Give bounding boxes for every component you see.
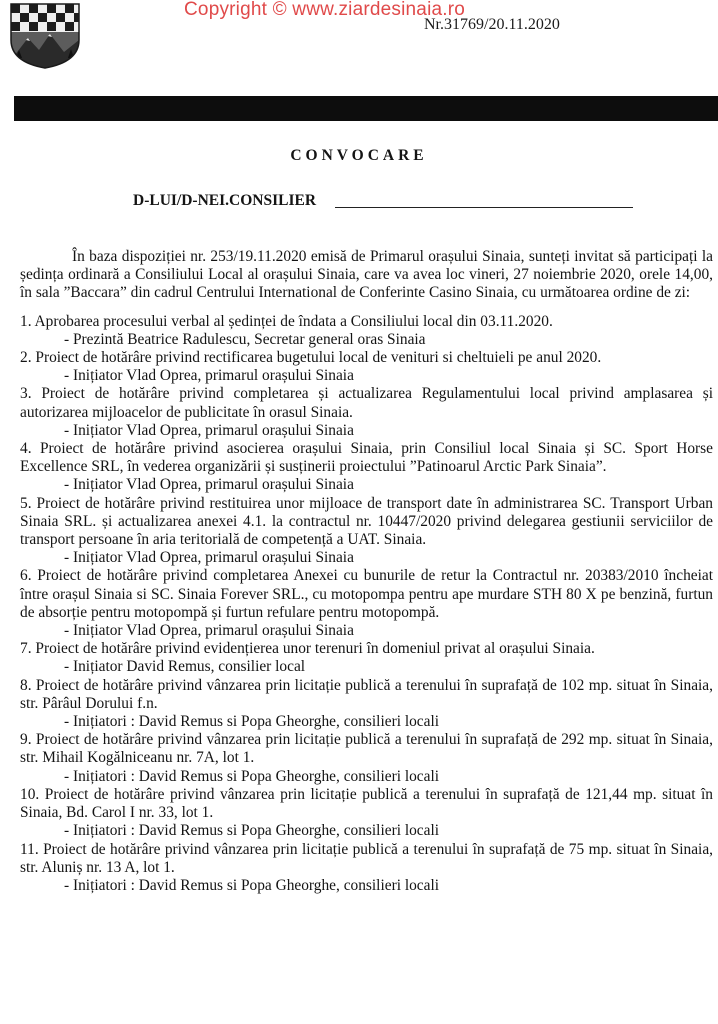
coat-of-arms-logo xyxy=(8,0,82,70)
recipient-name-line xyxy=(335,207,633,208)
agenda-item-2-initiator: - Inițiator Vlad Oprea, primarul orașului Sinaia xyxy=(64,367,354,385)
agenda-item-9-initiator: - Inițiatori : David Remus si Popa Gheorghe, consilieri locali xyxy=(64,767,440,785)
agenda-item-4: 4. Proiect de hotărâre privind asocierea orașului Sinaia, prin Consiliul local Sinaia și SC. Sport Horse Excellence SRL, în vederea organizării și susținerii proiectului ”Patinoarul Arctic Park Sinaia”. xyxy=(20,440,713,476)
agenda-item-6: 6. Proiect de hotărâre privind completarea Anexei cu bunurile de retur la Contractul nr. 20383/2010 încheiat între orașul Sinaia si SC. Sinaia Forever SRL., cu motopompa pentru ape murdare STH 80 X pe benzină, furtun de absorție pentru motopompă și furtun refulare pentru motopompă. xyxy=(20,567,713,621)
intro-paragraph: În baza dispoziției nr. 253/19.11.2020 emisă de Primarul orașului Sinaia, sunteți invitat să participați la ședința ordinară a Consiliului Local al orașului Sinaia, care va avea loc vineri, 27 noiembrie 2020, orele 14,00, în sala ”Baccara” din cadrul Centrului International de Conferinte Casino Sinaia, cu următoarea ordine de zi: xyxy=(20,248,713,302)
agenda-item-3-initiator: - Inițiator Vlad Oprea, primarul orașului Sinaia xyxy=(64,421,354,439)
agenda-item-1: 1. Aprobarea procesului verbal al ședinței de îndata a Consiliului local din 03.11.2020. xyxy=(20,312,553,330)
agenda-item-7-initiator: - Inițiator David Remus, consilier local xyxy=(64,658,306,676)
agenda-item-11: 11. Proiect de hotărâre privind vânzarea prin licitație publică a terenului în suprafață de 75 mp. situat în Sinaia, str. Aluniș nr. 13 A, lot 1. xyxy=(20,840,713,876)
agenda-item-5: 5. Proiect de hotărâre privind restituirea unor mijloace de transport date în administrarea SC. Transport Urban Sinaia SRL. și actualizarea anexei 4.1. la contractul nr. 10447/2020 privind delegarea gestiunii serviciilor de transport persoane în aria teritorială de competență a UAT. Sinaia. xyxy=(20,494,713,549)
agenda-item-5-initiator: - Inițiator Vlad Oprea, primarul orașului Sinaia xyxy=(64,549,354,567)
copyright-watermark: Copyright © www.ziardesinaia.ro xyxy=(184,0,466,20)
recipient-label: D-LUI/D-NEI.CONSILIER xyxy=(133,192,317,209)
agenda-item-4-initiator: - Inițiator Vlad Oprea, primarul orașului Sinaia xyxy=(64,476,354,494)
agenda-item-2: 2. Proiect de hotărâre privind rectificarea bugetului local de venituri si cheltuieli pe anul 2020. xyxy=(20,349,602,367)
agenda-item-11-initiator: - Inițiatori : David Remus si Popa Gheorghe, consilieri locali xyxy=(64,876,440,894)
registration-number: Nr.31769/20.11.2020 xyxy=(424,16,560,33)
agenda-item-1-initiator: - Prezintă Beatrice Radulescu, Secretar general oras Sinaia xyxy=(64,330,426,348)
agenda-item-6-initiator: - Inițiator Vlad Oprea, primarul orașului Sinaia xyxy=(64,622,354,640)
document-body xyxy=(20,248,713,895)
agenda-item-7: 7. Proiect de hotărâre privind evidențierea unor terenuri în domeniul privat al orașului Sinaia. xyxy=(20,640,595,658)
agenda-item-10-initiator: - Inițiatori : David Remus si Popa Gheorghe, consilieri locali xyxy=(64,822,440,840)
header-bar xyxy=(14,96,718,121)
agenda-item-9: 9. Proiect de hotărâre privind vânzarea prin licitație publică a terenului în suprafață de 292 mp. situat în Sinaia, str. Mihail Kogălniceanu nr. 7A, lot 1. xyxy=(20,731,713,767)
agenda-item-8: 8. Proiect de hotărâre privind vânzarea prin licitație publică a terenului în suprafață de 102 mp. situat în Sinaia, str. Pârâul Dorului f.n. xyxy=(20,676,713,712)
agenda-item-10: 10. Proiect de hotărâre privind vânzarea prin licitație publică a terenului în suprafață de 121,44 mp. situat în Sinaia, Bd. Carol I nr. 33, lot 1. xyxy=(20,785,713,822)
agenda-item-8-initiator: - Inițiatori : David Remus si Popa Gheorghe, consilieri locali xyxy=(64,713,440,731)
document-title: CONVOCARE xyxy=(290,147,428,164)
agenda-item-3: 3. Proiect de hotărâre privind completarea și actualizarea Regulamentului local privind amplasarea și autorizarea mijloacelor de publicitate în orasul Sinaia. xyxy=(20,385,713,421)
